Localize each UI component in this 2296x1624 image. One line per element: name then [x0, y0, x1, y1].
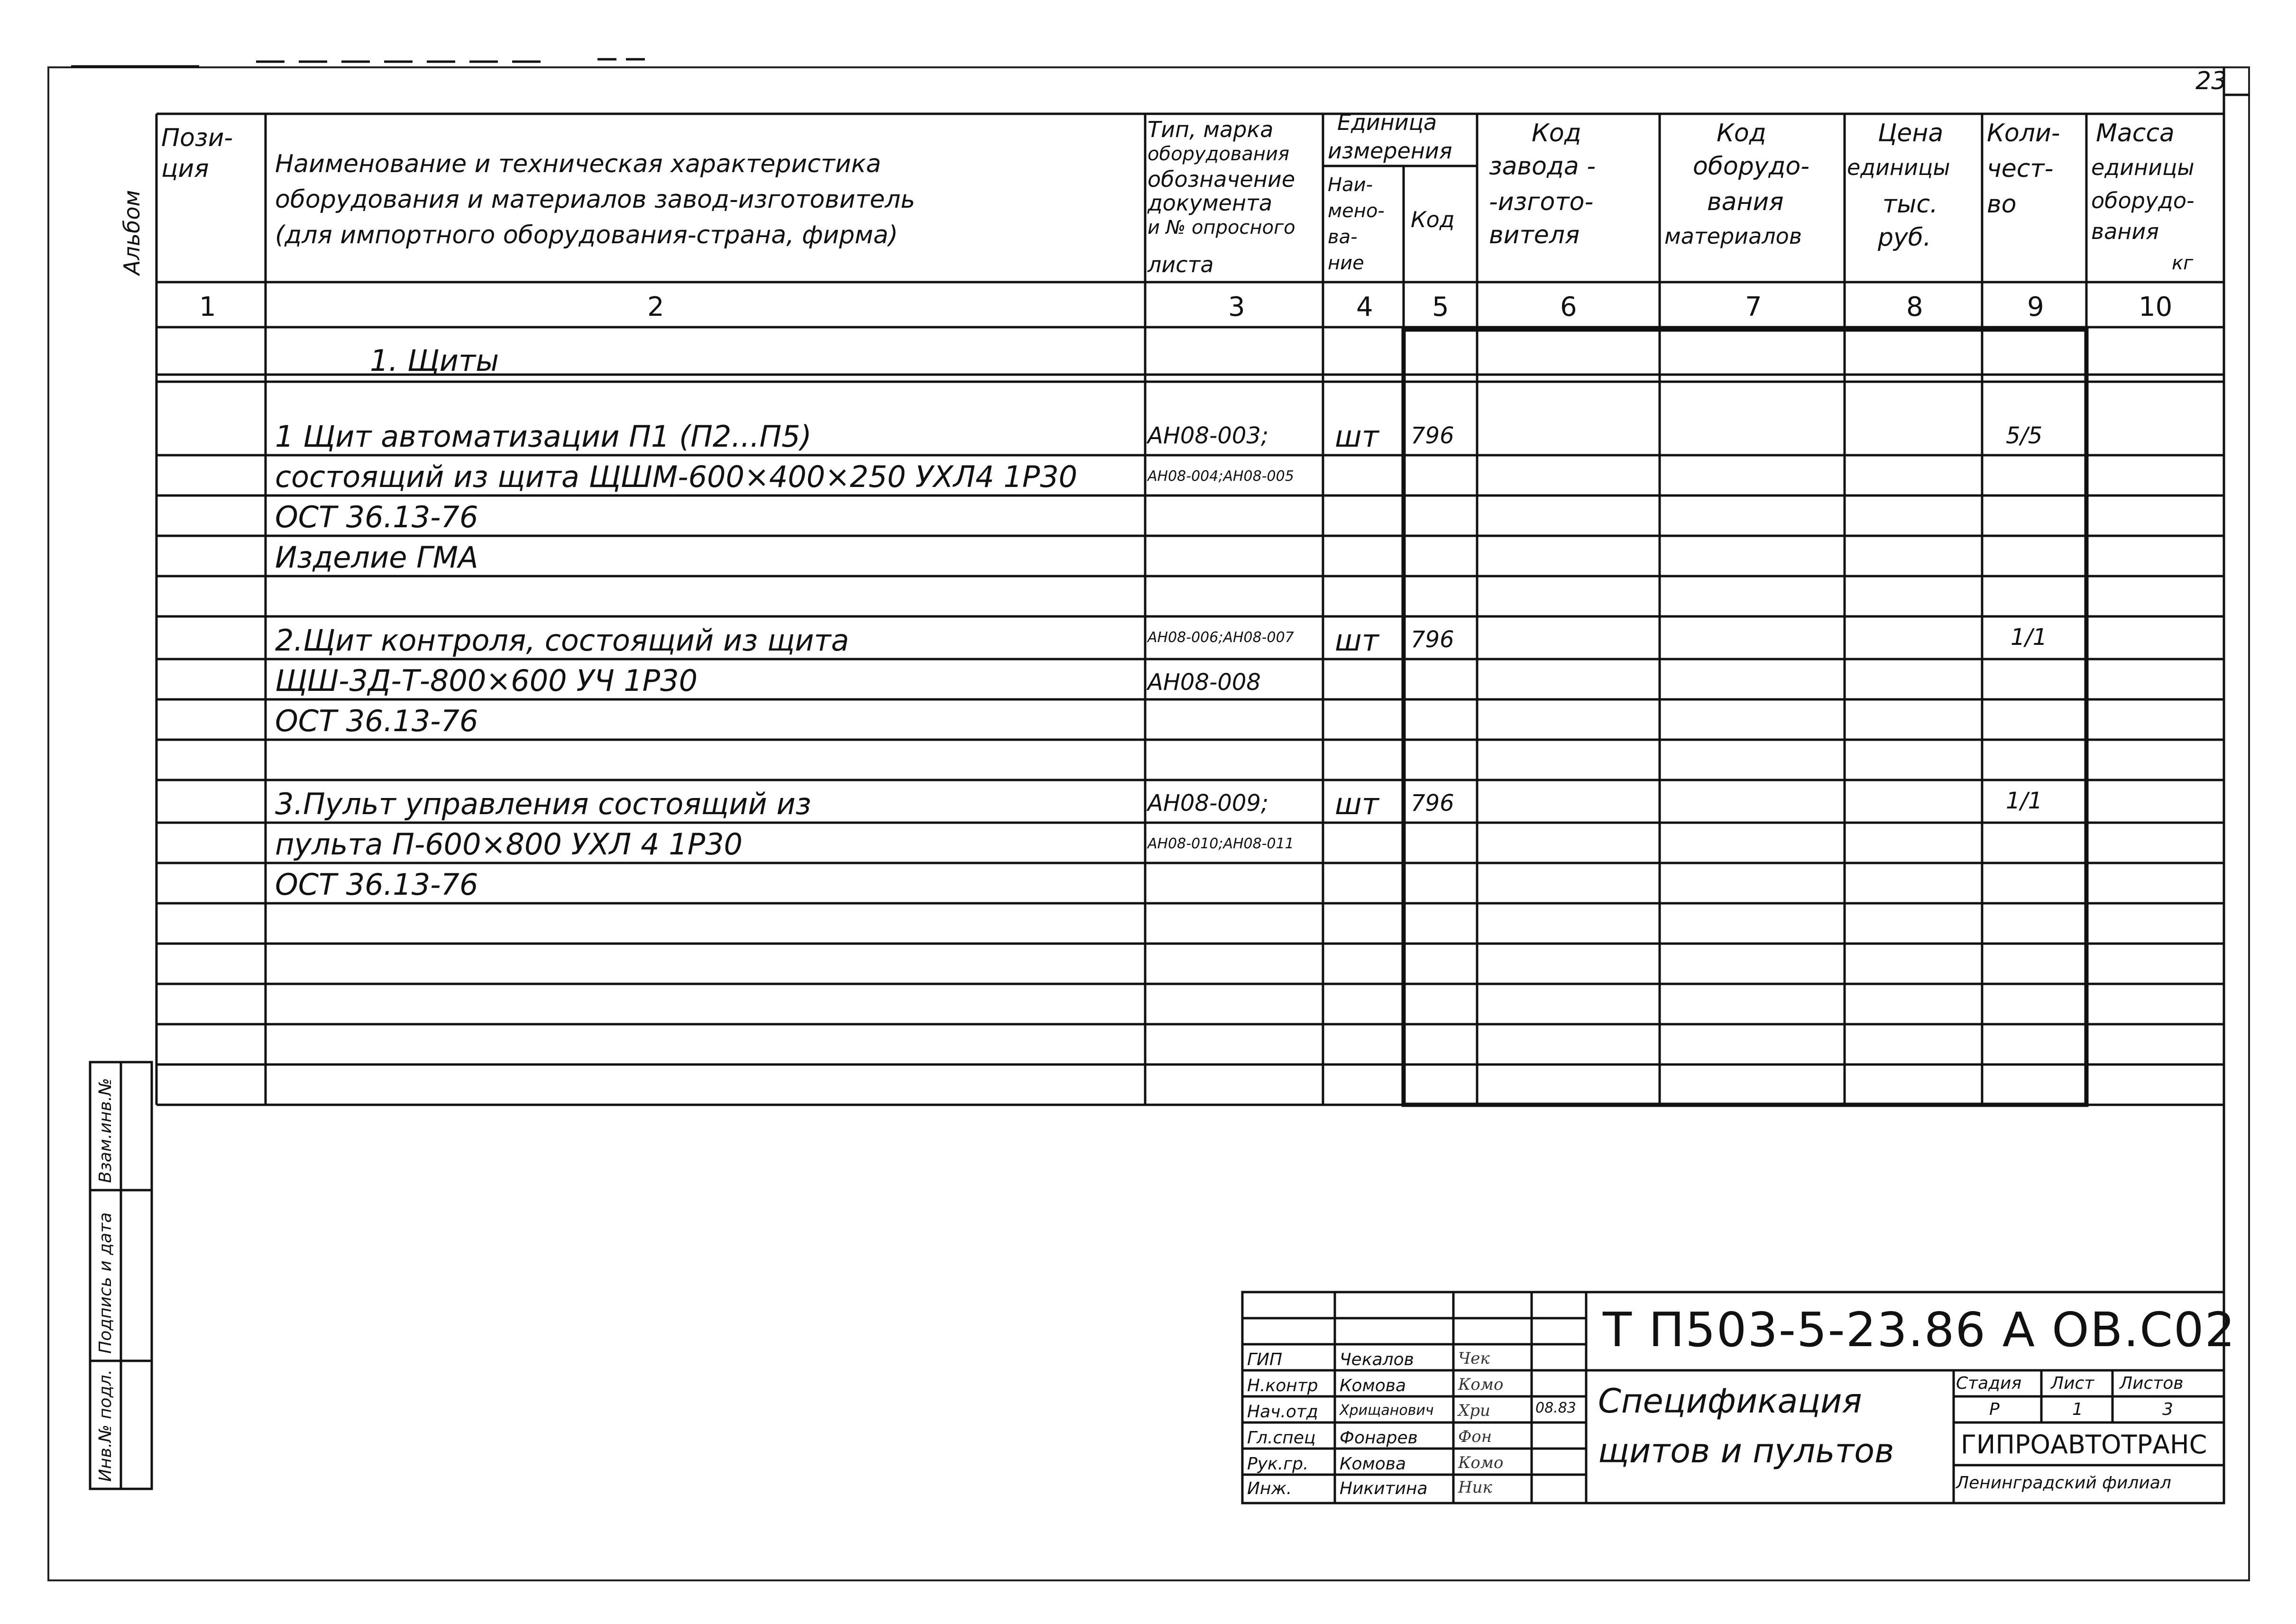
approval-date: 08.83 [1535, 1400, 1576, 1416]
sheet-value: 1 [2072, 1400, 2083, 1419]
sheets-label: Листов [2120, 1374, 2184, 1393]
stamp-inv-podl: Инв.№ подл. [96, 1369, 115, 1482]
organization-name: ГИПРОАВТОТРАНС [1961, 1430, 2207, 1459]
stamp-vzam-inv: Взам.инв.№ [96, 1078, 115, 1183]
stage-label: Стадия [1956, 1374, 2022, 1393]
document-title-line-1: Спецификация [1598, 1382, 1862, 1421]
organization-branch: Ленинградский филиал [1956, 1473, 2171, 1493]
handwritten-signature: Комо [1458, 1375, 1504, 1394]
handwritten-signature: Ник [1458, 1478, 1492, 1497]
handwritten-signature: Фон [1458, 1427, 1492, 1446]
corner-sheet-mark: 23 [2195, 67, 2227, 95]
handwritten-signature: Чек [1458, 1349, 1490, 1368]
album-side-label: Альбом [119, 190, 145, 275]
sheet-label: Лист [2051, 1374, 2094, 1393]
drawing-sheet: 23 Альбом Пози- ция Наименование и техническая характеристика оборудования и материалов завод-изготовитель (для импортного оборудования-страна, фирма) Тип, марка оборудования обозначение документа и № опросного листа Единица измерения Наи- мено- ва- ние Код Код завода - -изгото- вителя Код оборудо- вания материалов Цена единицы тыс. руб. Коли- чест- во Масса единицы оборудо- вания кг 1 2 3 4 5 6 7 8 9 10 1. Щиты 1 Щит автоматизации П1 (П2...П5) АН08-003; шт 796 5/5 состоящий из щита ЩШМ-600×400×250 УХЛ4 1Р30 АН08-004;АН08-005 ОСТ 36.13-76 Изделие ГМА 2.Щит контроля, состоящий из щита АН08-006;АН08-007 шт 796 1/1 ЩШ-3Д-Т-800×600 УЧ 1Р30 АН08-008 ОСТ 36.13-76 3.Пульт управления состоящий из АН08-009; шт 796 1/1 пульта П-600×800 УХЛ 4 1Р30 АН08-010;АН08-011 ОСТ 36.13-76 Инв.№ подл. Подпись и дата Взам.инв.№ Т П503-5-23.86 А ОВ.С02 Спецификация щитов и пультов Стадия Лист Листов Р 1 3 ГИПРОАВТОТРАНС Ленинградский филиал 08.83 ГИП Чекалов Чек Н.контр Комова Комо Нач.отд Хрищанович Хри Гл.спец Фонарев Фон Рук.гр. Комова Комо Инж. Никитина Ник [0, 0, 2296, 1624]
stage-value: Р [1989, 1400, 2000, 1419]
handwritten-signature: Комо [1458, 1453, 1504, 1472]
handwritten-signature: Хри [1458, 1401, 1490, 1420]
document-code: Т П503-5-23.86 А ОВ.С02 [1603, 1302, 2236, 1358]
document-title-line-2: щитов и пультов [1598, 1431, 1894, 1470]
stamp-signature-date: Подпись и дата [96, 1212, 115, 1354]
sheets-value: 3 [2162, 1400, 2173, 1419]
